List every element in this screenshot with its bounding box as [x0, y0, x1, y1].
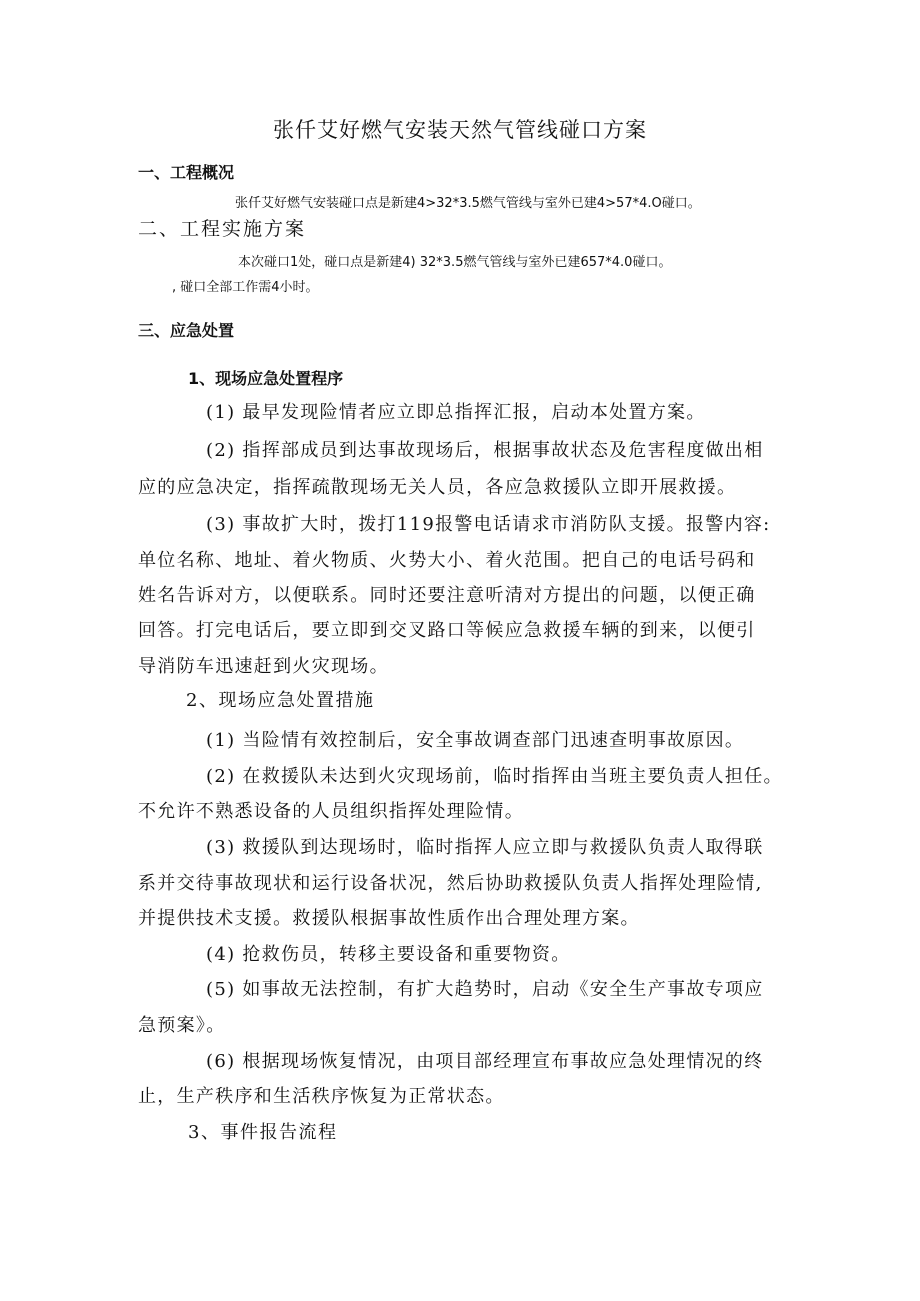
paragraph-line: 并提供技术支援。救援队根据事故性质作出合理处理方案。 [138, 908, 640, 929]
paragraph-line: 回答。打完电话后，要立即到交叉路口等候应急救援车辆的到来，以便引 [138, 620, 756, 641]
paragraph-line: (1) 当险情有效控制后，安全事故调查部门迅速查明事故原因。 [206, 730, 745, 751]
paragraph-line: (1) 最早发现险情者应立即总指挥汇报，启动本处置方案。 [206, 402, 706, 423]
paragraph-line: 应的应急决定，指挥疏散现场无关人员，各应急救援队立即开展救援。 [138, 477, 737, 498]
section-3-heading: 三、应急处置 [138, 321, 235, 340]
section-2-heading: 二、工程实施方案 [138, 218, 307, 240]
section-2-text-line-2: , 碰口全部工作需4小时。 [172, 280, 319, 295]
paragraph-line: (3) 救援队到达现场时，临时指挥人应立即与救援队负责人取得联 [206, 837, 764, 858]
subsection-2-heading: 2、现场应急处置措施 [186, 690, 375, 711]
section-1-heading: 一、工程概况 [138, 163, 235, 182]
paragraph-line: 单位名称、地址、着火物质、火势大小、着火范围。把自己的电话号码和 [138, 550, 756, 571]
paragraph-line: 急预案》。 [138, 1015, 226, 1036]
paragraph-line: 姓名告诉对方，以便联系。同时还要注意听清对方提出的问题，以便正确 [138, 585, 756, 606]
document-title: 张仟艾好燃气安装天然气管线碰口方案 [273, 118, 647, 142]
paragraph-line: (6) 根据现场恢复情况，由项目部经理宣布事故应急处理情况的终 [206, 1051, 764, 1072]
section-2-text-line-1: 本次碰口1处，碰口点是新建4) 32*3.5燃气管线与室外已建657*4.0碰口。 [238, 255, 672, 270]
paragraph-line: (4) 抢救伤员，转移主要设备和重要物资。 [206, 944, 571, 965]
section-1-text: 张仟艾好燃气安装碰口点是新建4>32*3.5燃气管线与室外已建4>57*4.O碰口。 [235, 196, 701, 211]
paragraph-line: (5) 如事故无法控制，有扩大趋势时，启动《安全生产事故专项应 [206, 979, 764, 1000]
paragraph-line: 导消防车迅速赶到火灾现场。 [138, 656, 389, 677]
paragraph-line: (3) 事故扩大时，拨打119报警电话请求市消防队支援。报警内容: [206, 514, 771, 535]
paragraph-line: 止，生产秩序和生活秩序恢复为正常状态。 [138, 1086, 505, 1107]
paragraph-line: (2) 在救援队未达到火灾现场前，临时指挥由当班主要负责人担任。 [206, 766, 783, 787]
paragraph-line: (2) 指挥部成员到达事故现场后，根据事故状态及危害程度做出相 [206, 440, 764, 461]
subsection-1-heading: 1、现场应急处置程序 [188, 369, 344, 388]
subsection-3-heading: 3、事件报告流程 [188, 1122, 338, 1143]
paragraph-line: 不允许不熟悉设备的人员组织指挥处理险情。 [138, 801, 524, 822]
paragraph-line: 系并交待事故现状和运行设备状况，然后协助救援队负责人指挥处理险情, [138, 873, 763, 894]
